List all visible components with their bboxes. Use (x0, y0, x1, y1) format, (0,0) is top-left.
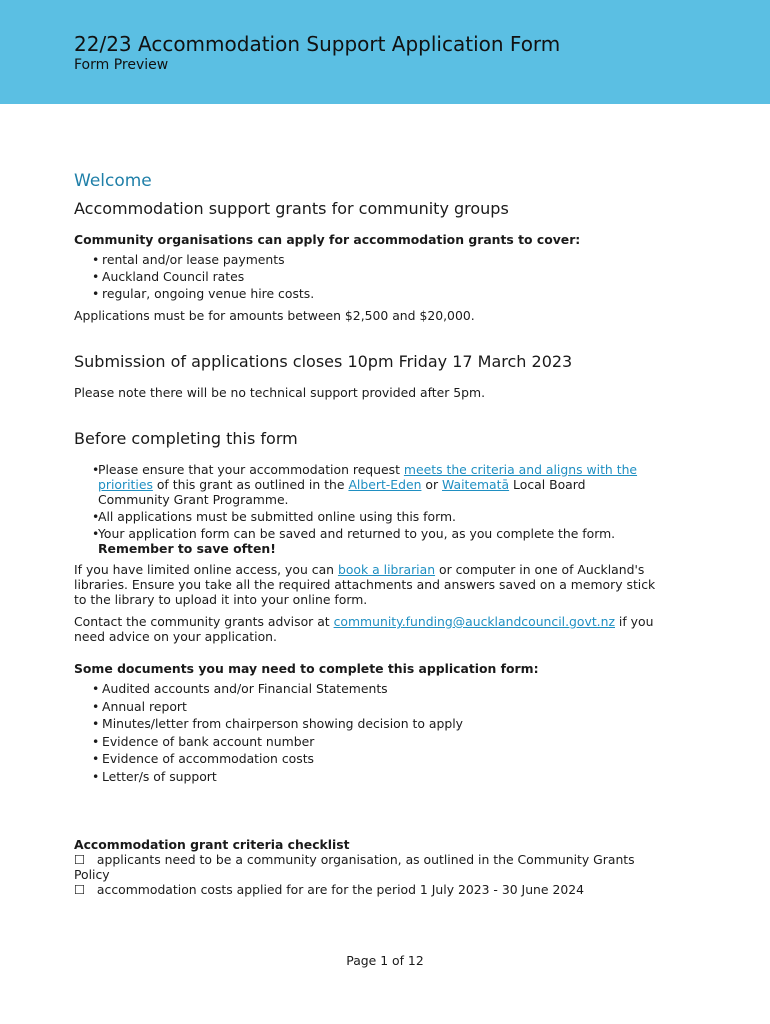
list-item: • All applications must be submitted online using this form. (74, 509, 654, 524)
documents-list (74, 681, 674, 784)
contact-text (74, 614, 674, 644)
criteria-text: Please ensure that your accommodation request (98, 462, 404, 477)
list-item (74, 462, 654, 507)
contact-prefix: Contact the community grants advisor at (74, 614, 334, 629)
list-item (74, 526, 654, 556)
contact-suffix: if you need advice on your application. (74, 614, 654, 644)
page-header (0, 0, 770, 104)
list-item: • Minutes/letter from chairperson showing decision to apply (74, 716, 674, 731)
limited-text: or computer in one of Auckland's libraries. Ensure you take all the required attachments and answers saved on a memory stick to the library to upload it into your online form. (74, 562, 656, 607)
waitemata-link[interactable]: Waitematā (442, 477, 510, 492)
criteria-text: Local Board Community Grant Programme. (98, 477, 586, 507)
limited-text: If you have limited online access, you can (74, 562, 338, 577)
criteria-text: of this grant as outlined in the (152, 477, 349, 492)
list-item: • Auckland Council rates (74, 269, 674, 284)
list-item: • Evidence of accommodation costs (74, 751, 674, 766)
cover-list (74, 252, 674, 301)
checklist-item: ☐ applicants need to be a community organisation, as outlined in the Community Grants Policy (74, 851, 639, 882)
before-list (74, 462, 674, 556)
list-item: • Annual report (74, 699, 674, 714)
form-subtitle: Form Preview (74, 57, 169, 73)
checklist-heading: Accommodation grant criteria checklist (74, 836, 350, 852)
form-title: 22/23 Accommodation Support Application Form (74, 32, 561, 56)
support-note: Please note there will be no technical support provided after 5pm. (74, 385, 486, 400)
criteria-text: or (421, 477, 443, 492)
save-reminder: Remember to save often! (98, 541, 276, 556)
limited-access-text (74, 562, 674, 607)
documents-heading: Some documents you may need to complete this application form: (74, 661, 539, 676)
cover-intro: Community organisations can apply for accommodation grants to cover: (74, 232, 581, 247)
book-librarian-link[interactable]: book a librarian (337, 562, 436, 577)
save-text: Your application form can be saved and returned to you, as you complete the form. (98, 526, 616, 541)
list-item: • Evidence of bank account number (74, 734, 674, 749)
submission-heading: Submission of applications closes 10pm Friday 17 March 2023 (74, 352, 573, 371)
amounts-text: Applications must be for amounts between $2,500 and $20,000. (74, 308, 475, 323)
checklist-item: ☐ accommodation costs applied for are for the period 1 July 2023 - 30 June 2024 (74, 881, 585, 897)
before-heading: Before completing this form (74, 429, 298, 448)
list-item: • rental and/or lease payments (74, 252, 674, 267)
welcome-heading: Welcome (74, 171, 152, 191)
albert-eden-link[interactable]: Albert-Eden (348, 477, 422, 492)
page-number: Page 1 of 12 (346, 953, 424, 968)
list-item: • regular, ongoing venue hire costs. (74, 286, 674, 301)
form-content (74, 170, 674, 897)
email-link[interactable]: community.funding@aucklandcouncil.govt.nz (333, 614, 615, 629)
grants-subheading: Accommodation support grants for community groups (74, 199, 509, 218)
list-item: • Letter/s of support (74, 769, 674, 784)
list-item: • Audited accounts and/or Financial Statements (74, 681, 674, 696)
criteria-link[interactable]: meets the criteria and aligns with the priorities (98, 462, 638, 492)
